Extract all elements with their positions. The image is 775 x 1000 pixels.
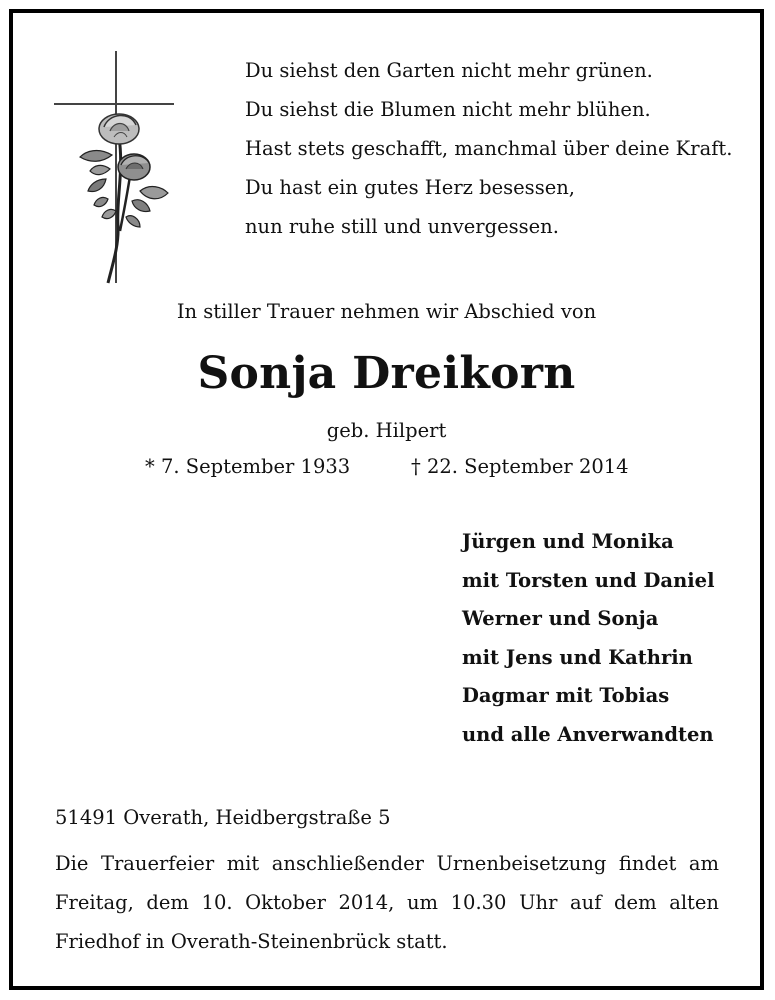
- funeral-notice-line: Die Trauerfeier mit anschließender Urnenbeisetzung findet am: [55, 852, 719, 875]
- funeral-notice-line: Friedhof in Overath-Steinenbrück statt.: [55, 930, 448, 953]
- mourner-line: mit Jens und Kathrin: [462, 645, 693, 669]
- mourner-line: Werner und Sonja: [462, 607, 659, 630]
- maiden-name: geb. Hilpert: [326, 419, 447, 442]
- address: 51491 Overath, Heidbergstraße 5: [55, 806, 391, 829]
- mourner-line: Dagmar mit Tobias: [462, 684, 670, 707]
- funeral-notice-line: Freitag, dem 10. Oktober 2014, um 10.30 Uhr auf dem alten: [55, 891, 719, 914]
- cross-with-roses-icon: [54, 51, 179, 291]
- farewell-intro: In stiller Trauer nehmen wir Abschied von: [176, 300, 597, 323]
- deceased-name: Sonja Dreikorn: [197, 348, 576, 399]
- poem-line: nun ruhe still und unvergessen.: [245, 215, 559, 238]
- mourner-line: mit Torsten und Daniel: [462, 568, 715, 592]
- poem-line: Du siehst die Blumen nicht mehr blühen.: [245, 98, 651, 121]
- poem-line: Du hast ein gutes Herz besessen,: [245, 176, 575, 199]
- mourner-line: und alle Anverwandten: [462, 722, 714, 746]
- poem-line: Du siehst den Garten nicht mehr grünen.: [245, 59, 653, 82]
- obituary-notice: [9, 9, 764, 990]
- poem-line: Hast stets geschafft, manchmal über deine Kraft.: [245, 137, 733, 160]
- mourner-line: Jürgen und Monika: [462, 530, 674, 553]
- poem: [245, 51, 745, 246]
- mourners-list: [462, 523, 714, 754]
- birth-date: * 7. September 1933: [145, 455, 351, 478]
- death-date: † 22. September 2014: [411, 455, 629, 478]
